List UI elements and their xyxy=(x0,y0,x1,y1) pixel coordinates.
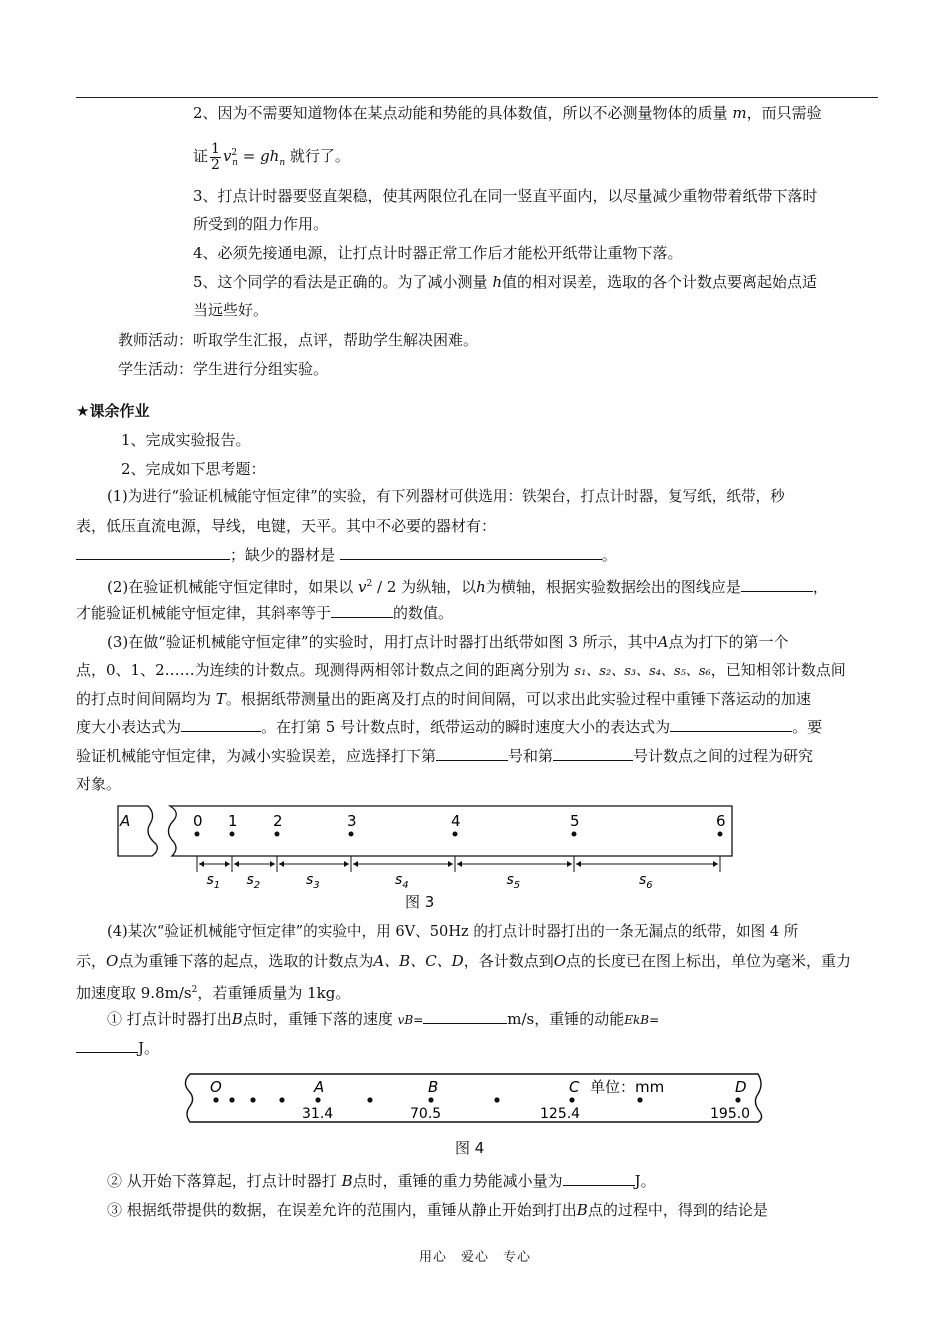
question-2-text-a: (2)在验证机械能守恒定律时，如果以 xyxy=(107,578,354,596)
fraction-denominator: 2 xyxy=(211,156,220,173)
question-3-text-c: 点，0、1、2……为连续的计数点。现测得两相邻计数点之间的距离分别为 xyxy=(76,661,570,679)
student-activity: 学生活动：学生进行分组实验。 xyxy=(118,360,329,378)
q4-3-text-b: 点的过程中，得到的结论是 xyxy=(587,1201,768,1219)
question-4-text-d: 点的长度已在图上标出，单位为毫米，重力 xyxy=(566,952,852,970)
n-subscript: n xyxy=(232,158,238,168)
question-3-text-i: 。要 xyxy=(792,718,823,736)
question-1-end: 。 xyxy=(601,546,617,564)
question-3-text-h: 。在打第 5 号计数点时，纸带运动的瞬时速度大小的表达式为 xyxy=(261,718,671,736)
fig3-point-label: 2 xyxy=(273,812,283,830)
question-3-line-3 xyxy=(76,689,811,709)
fig4-dot xyxy=(494,1097,499,1102)
fig3-point-dot xyxy=(718,832,723,837)
acceleration-blank[interactable] xyxy=(181,717,261,732)
question-2-text-c: 为横轴，根据实验数据绘出的图线应是 xyxy=(485,578,741,596)
question-3-line-4 xyxy=(76,717,822,737)
mass-text: ，若重锤质量为 1kg。 xyxy=(197,984,351,1002)
missing-equipment-label: ；缺少的器材是 xyxy=(230,546,336,564)
fig3-point-label: 5 xyxy=(570,812,580,830)
question-4-1-line-2 xyxy=(76,1038,159,1058)
slope-blank[interactable] xyxy=(331,603,393,618)
ekb-blank[interactable] xyxy=(76,1038,138,1053)
start-point-blank[interactable] xyxy=(436,746,508,761)
q4-2-text-b: 点时，重锤的重力势能减小量为 xyxy=(352,1172,563,1190)
fig3-segment-label: $s_2$ xyxy=(246,872,261,891)
fig4-dot xyxy=(213,1097,218,1102)
fig3-arrowhead xyxy=(225,861,230,867)
fig4-distance-value: 195.0 xyxy=(710,1106,751,1122)
origin-symbol-2: O xyxy=(553,952,567,970)
question-1-line-3 xyxy=(76,545,617,565)
q4-2-unit: J。 xyxy=(634,1172,656,1190)
fig3-point-dot xyxy=(349,832,354,837)
unnecessary-equipment-blank[interactable] xyxy=(76,545,230,560)
fig4-dot xyxy=(428,1097,433,1102)
v-square: 2 xyxy=(366,579,373,589)
question-4-text-b: 点为重锤下落的起点，选取的计数点为 xyxy=(118,952,374,970)
fig3-point-label: 3 xyxy=(347,812,357,830)
vb-symbol: vB= xyxy=(397,1013,424,1027)
fig3-segment-label: $s_1$ xyxy=(206,872,221,891)
fig3-arrowhead xyxy=(344,861,349,867)
teacher-activity: 教师活动：听取学生汇报，点评，帮助学生解决困难。 xyxy=(118,331,479,349)
fig3-point-label: 6 xyxy=(716,812,726,830)
q4-1-text-a: ① 打点计时器打出 xyxy=(107,1010,232,1028)
item-2-line-1 xyxy=(193,103,822,123)
fig3-label-a: A xyxy=(120,812,131,830)
question-3-text-l: 号计数点之间的过程为研究 xyxy=(633,747,814,765)
fig4-point-label: B xyxy=(428,1078,439,1096)
fig3-arrowhead xyxy=(199,861,204,867)
fig3-arrowhead xyxy=(567,861,572,867)
item-3-line-2: 所受到的阻力作用。 xyxy=(193,215,329,233)
question-3-line-6: 对象。 xyxy=(76,775,122,793)
fig4-dot xyxy=(735,1097,740,1102)
q4-3-text-a: ③ 根据纸带提供的数据，在误差允许的范围内，重锤从静止开始到打出 xyxy=(107,1201,577,1219)
fig4-dot xyxy=(315,1097,320,1102)
question-4-text-c: ，各计数点到 xyxy=(463,952,554,970)
fig3-point-dot xyxy=(572,832,577,837)
question-4-line-1: (4)某次“验证机械能守恒定律”的实验中，用 6V、50Hz 的打点计时器打出的一条无漏点的纸带，如图 4 所 xyxy=(107,923,799,940)
end-point-blank[interactable] xyxy=(553,746,633,761)
q4-1-text-c: m/s，重锤的动能 xyxy=(507,1010,625,1028)
count-points-symbols: A、B、C、D xyxy=(373,952,464,970)
fig3-segment-label: $s_4$ xyxy=(395,872,409,891)
item-5-line-2: 当远些好。 xyxy=(193,301,269,319)
figure-3-tape xyxy=(110,804,740,892)
question-3-text-d: ，已知相邻计数点间 xyxy=(710,661,846,679)
q4-1-text-b: 点时，重锤下落的速度 xyxy=(242,1010,393,1028)
point-b-symbol-2: B xyxy=(341,1172,353,1190)
fig3-point-dot xyxy=(275,832,280,837)
v-symbol: v xyxy=(358,578,367,596)
question-2-line-1 xyxy=(107,574,828,597)
fig4-dot xyxy=(637,1097,642,1102)
fig3-segment-label: $s_6$ xyxy=(639,872,653,891)
point-b-symbol: B xyxy=(231,1010,243,1028)
point-b-symbol-3: B xyxy=(576,1201,588,1219)
fig4-dot xyxy=(229,1097,234,1102)
fig3-arrowhead xyxy=(713,861,718,867)
h-axis-symbol: h xyxy=(476,578,486,596)
gravity-exponent: 2 xyxy=(191,985,198,995)
velocity-blank[interactable] xyxy=(670,717,792,732)
question-2-text-e: 的数值。 xyxy=(393,604,454,622)
question-3-text-b: 点为打下的第一个 xyxy=(668,633,789,651)
question-4-text-a: 示， xyxy=(76,952,107,970)
figure-4-tape xyxy=(180,1068,775,1128)
square-exponent: 2 xyxy=(231,148,238,158)
figure-4-caption: 图 4 xyxy=(455,1139,485,1157)
q4-2-text-a: ② 从开始下落算起，打点计时器打 xyxy=(107,1172,337,1190)
item-2-text-b: ，而只需验 xyxy=(746,104,822,122)
item-5-text-b: 值的相对误差，选取的各个计数点要离起始点适 xyxy=(502,273,818,291)
fig4-dot xyxy=(279,1097,284,1102)
item-5-text-a: 5、这个同学的看法是正确的。为了减小测量 xyxy=(193,273,488,291)
fig3-arrowhead xyxy=(279,861,284,867)
distance-symbols: s₁、s₂、s₃、s₄、s₅、s₆ xyxy=(574,664,711,679)
item-2-line-2 xyxy=(193,136,350,180)
fig4-dot xyxy=(569,1097,574,1102)
item-5-line-1 xyxy=(193,272,817,292)
fig3-arrowhead xyxy=(576,861,581,867)
item-4: 4、必须先接通电源，让打点计时器正常工作后才能松开纸带让重物下落。 xyxy=(193,244,683,262)
question-4-line-2 xyxy=(76,951,851,971)
fig4-point-label: D xyxy=(735,1078,747,1096)
page-footer: 用心 爱心 专心 xyxy=(418,1250,531,1265)
vb-blank[interactable] xyxy=(423,1009,507,1024)
homework-item-1: 1、完成实验报告。 xyxy=(121,431,251,449)
gh-symbol: gh xyxy=(260,147,280,165)
fig3-point-dot xyxy=(453,832,458,837)
fig3-arrowhead xyxy=(448,861,453,867)
fig3-point-label: 1 xyxy=(228,812,238,830)
gravity-text: 加速度取 9.8m/s xyxy=(76,984,192,1002)
question-4-2 xyxy=(107,1171,656,1191)
header-rule xyxy=(76,97,878,98)
question-3-text-g: 度大小表达式为 xyxy=(76,718,182,736)
q4-1-unit: J。 xyxy=(138,1039,160,1057)
question-3-line-5 xyxy=(76,746,813,766)
item-2-verify: 证 xyxy=(193,147,209,165)
fig3-point-dot xyxy=(230,832,235,837)
question-3-text-e: 的打点时间间隔均为 xyxy=(76,690,212,708)
fraction-numerator: 1 xyxy=(211,140,220,157)
fig4-distance-value: 31.4 xyxy=(302,1106,334,1122)
point-a-symbol: A xyxy=(657,633,669,651)
item-3-line-1: 3、打点计时器要竖直架稳，使其两限位孔在同一竖直平面内，以尽量减少重物带着纸带下落时 xyxy=(193,187,818,205)
fig3-segment-label: $s_3$ xyxy=(306,872,320,891)
velocity-symbol: v xyxy=(222,147,232,165)
item-2-end: 就行了。 xyxy=(285,147,350,165)
question-3-line-1 xyxy=(107,632,789,652)
fig3-arrowhead xyxy=(270,861,275,867)
fig3-arrowhead xyxy=(353,861,358,867)
fig4-distance-value: 70.5 xyxy=(410,1106,442,1122)
fig4-point-label: C xyxy=(569,1078,580,1096)
unit-label: 单位：mm xyxy=(590,1078,665,1096)
fig3-point-dot xyxy=(195,832,200,837)
question-2-comma: ， xyxy=(812,578,828,596)
fig3-arrowhead xyxy=(457,861,462,867)
homework-title: ★课余作业 xyxy=(76,402,150,420)
question-4-3 xyxy=(107,1200,768,1220)
question-2-text-d: 才能验证机械能守恒定律，其斜率等于 xyxy=(76,604,332,622)
homework-item-2: 2、完成如下思考题： xyxy=(121,460,266,478)
fig4-distance-value: 125.4 xyxy=(540,1106,581,1122)
origin-symbol: O xyxy=(106,952,119,970)
fig4-point-label: A xyxy=(314,1078,325,1096)
fig3-segment-label: $s_5$ xyxy=(506,872,521,891)
period-symbol: T xyxy=(215,690,226,708)
half-fraction xyxy=(210,142,221,173)
n-subscript-2: n xyxy=(279,158,286,168)
equals-sign: = xyxy=(237,147,261,165)
question-3-text-k: 号和第 xyxy=(508,747,554,765)
item-2-text: 2、因为不需要知道物体在某点动能和势能的具体数值，所以不必测量物体的质量 xyxy=(193,104,728,122)
question-1-line-2: 表，低压直流电源，导线，电键，天平。其中不必要的器材有： xyxy=(76,517,497,535)
fig3-point-label: 0 xyxy=(193,812,203,830)
potential-energy-blank[interactable] xyxy=(563,1171,635,1186)
question-2-line-2 xyxy=(76,603,453,623)
question-2-text-b: / 2 为纵轴，以 xyxy=(372,578,477,596)
ekb-symbol: EkB= xyxy=(624,1013,660,1027)
tape-outline xyxy=(185,1074,761,1122)
fig3-point-label: 4 xyxy=(451,812,461,830)
figure-3-caption: 图 3 xyxy=(405,893,435,911)
graph-shape-blank[interactable] xyxy=(741,577,813,592)
question-3-text-a: (3)在做“验证机械能守恒定律”的实验时，用打点计时器打出纸带如图 3 所示，其中 xyxy=(107,633,658,651)
question-3-line-2 xyxy=(76,660,846,682)
question-4-1-line-1 xyxy=(107,1009,659,1030)
question-3-text-j: 验证机械能守恒定律，为减小实验误差，应选择打下第 xyxy=(76,747,437,765)
h-symbol: h xyxy=(492,273,502,291)
fig4-dot xyxy=(250,1097,255,1102)
fig4-point-label: O xyxy=(210,1078,222,1096)
missing-equipment-blank[interactable] xyxy=(340,545,602,560)
fig3-arrowhead xyxy=(234,861,239,867)
question-1-line-1: (1)为进行“验证机械能守恒定律”的实验，有下列器材可供选用：铁架台，打点计时器，复写纸，纸带，秒 xyxy=(107,488,785,505)
question-3-text-f: 。根据纸带测量出的距离及打点的时间间隔，可以求出此实验过程中重锤下落运动的加速 xyxy=(225,690,811,708)
fig4-dot xyxy=(367,1097,372,1102)
question-4-line-3 xyxy=(76,980,350,1003)
mass-symbol: m xyxy=(732,104,747,122)
